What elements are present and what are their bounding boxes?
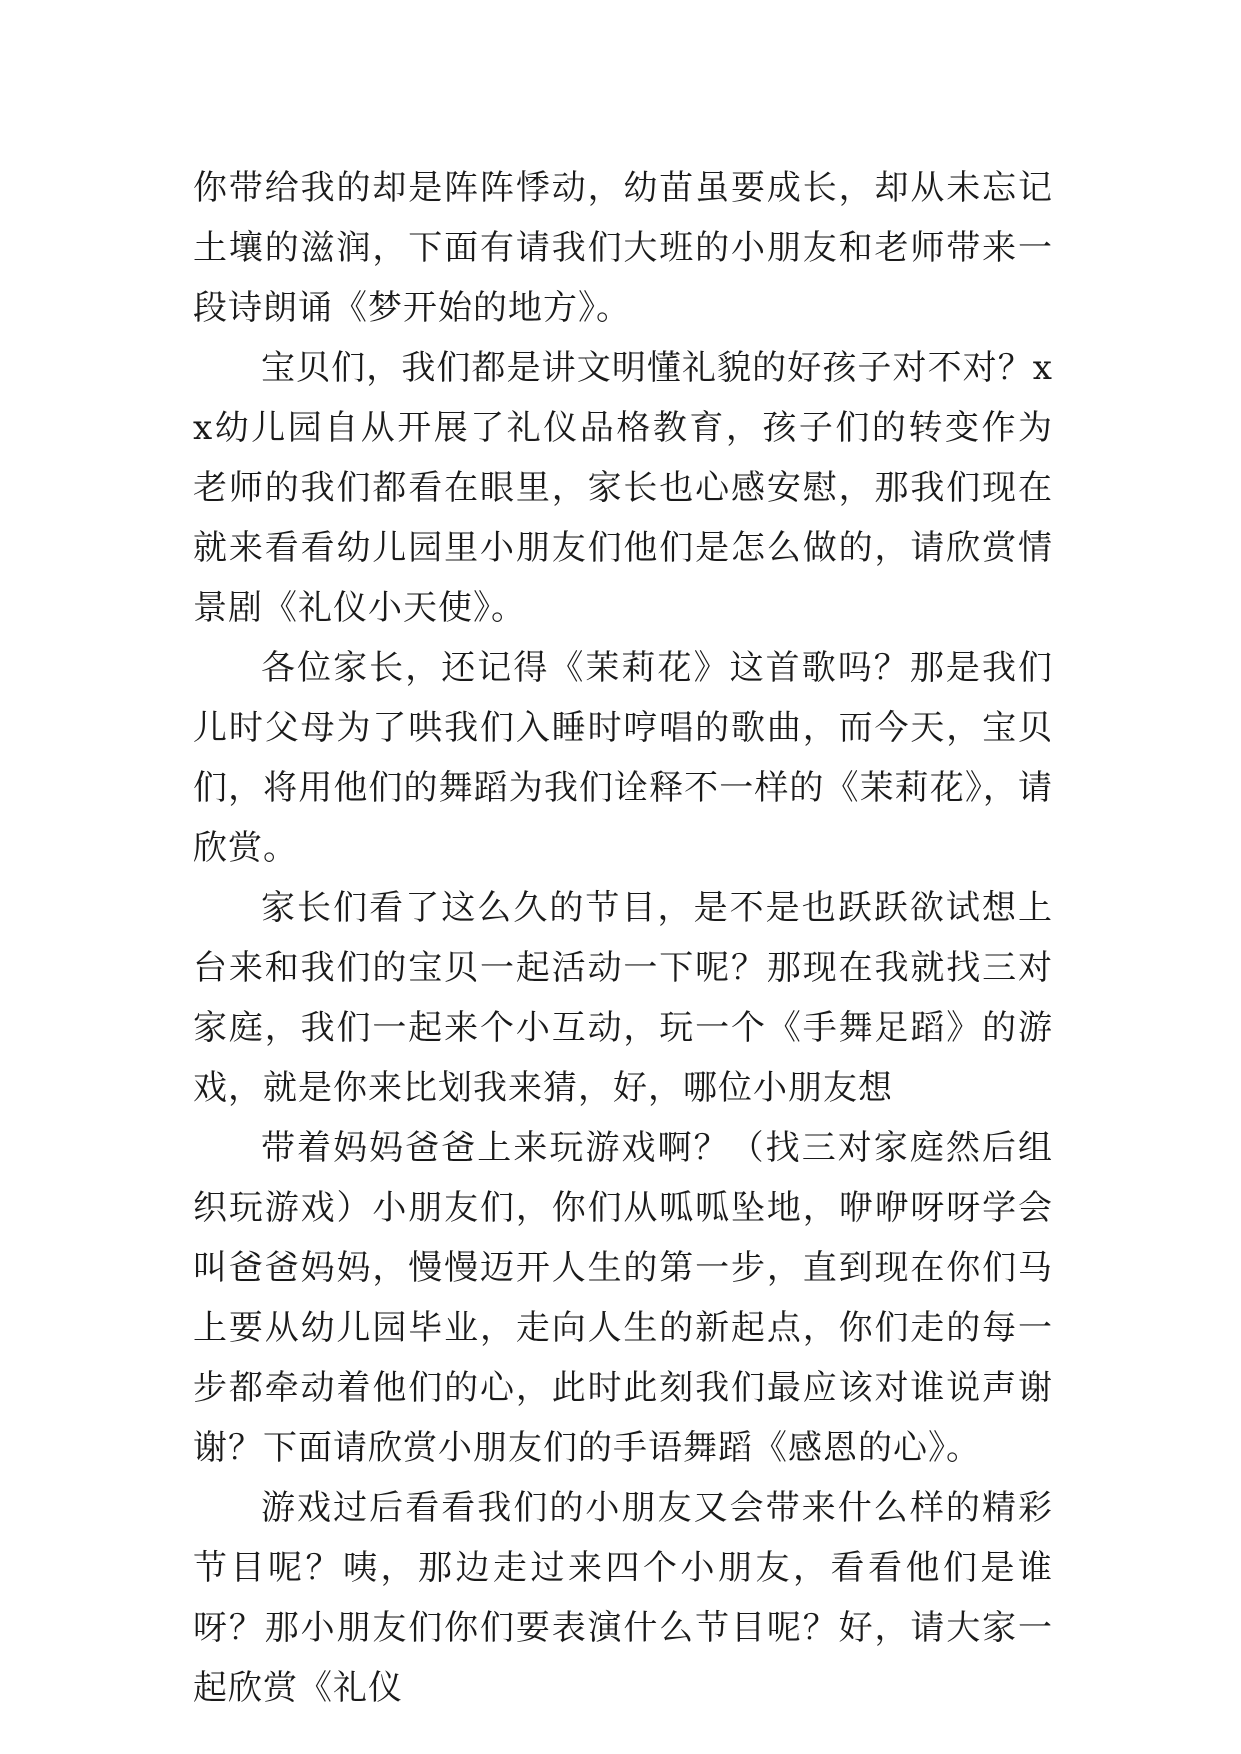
paragraph-grateful-heart: 带着妈妈爸爸上来玩游戏啊？（找三对家庭然后组织玩游戏）小朋友们，你们从呱呱坠地，咿咿呀呀学会叫爸爸妈妈，慢慢迈开人生的第一步，直到现在你们马上要从幼儿园毕业，走向人生的新起点，你们走的每一步都牵动着他们的心，此时此刻我们最应该对谁说声谢谢？下面请欣赏小朋友们的手语舞蹈《感恩的心》。 bbox=[193, 1128, 1053, 1468]
paragraph-after-game: 游戏过后看看我们的小朋友又会带来什么样的精彩节目呢？咦，那边走过来四个小朋友，看看他们是谁呀？那小朋友们你们要表演什么节目呢？好，请大家一起欣赏《礼仪 bbox=[193, 1488, 1053, 1708]
paragraph-continuation: 你带给我的却是阵阵悸动，幼苗虽要成长，却从未忘记土壤的滋润，下面有请我们大班的小朋友和老师带来一段诗朗诵《梦开始的地方》。 bbox=[193, 168, 1053, 328]
document-body bbox=[193, 158, 1053, 1718]
paragraph-parent-game: 家长们看了这么久的节目，是不是也跃跃欲试想上台来和我们的宝贝一起活动一下呢？那现在我就找三对家庭，我们一起来个小互动，玩一个《手舞足蹈》的游戏，就是你来比划我来猜，好，哪位小朋友想 bbox=[193, 888, 1053, 1108]
paragraph-jasmine-flower: 各位家长，还记得《茉莉花》这首歌吗？那是我们儿时父母为了哄我们入睡时哼唱的歌曲，而今天，宝贝们，将用他们的舞蹈为我们诠释不一样的《茉莉花》，请欣赏。 bbox=[193, 648, 1053, 868]
paragraph-etiquette-intro: 宝贝们，我们都是讲文明懂礼貌的好孩子对不对？xx幼儿园自从开展了礼仪品格教育，孩子们的转变作为老师的我们都看在眼里，家长也心感安慰，那我们现在就来看看幼儿园里小朋友们他们是怎么做的，请欣赏情景剧《礼仪小天使》。 bbox=[193, 348, 1053, 628]
